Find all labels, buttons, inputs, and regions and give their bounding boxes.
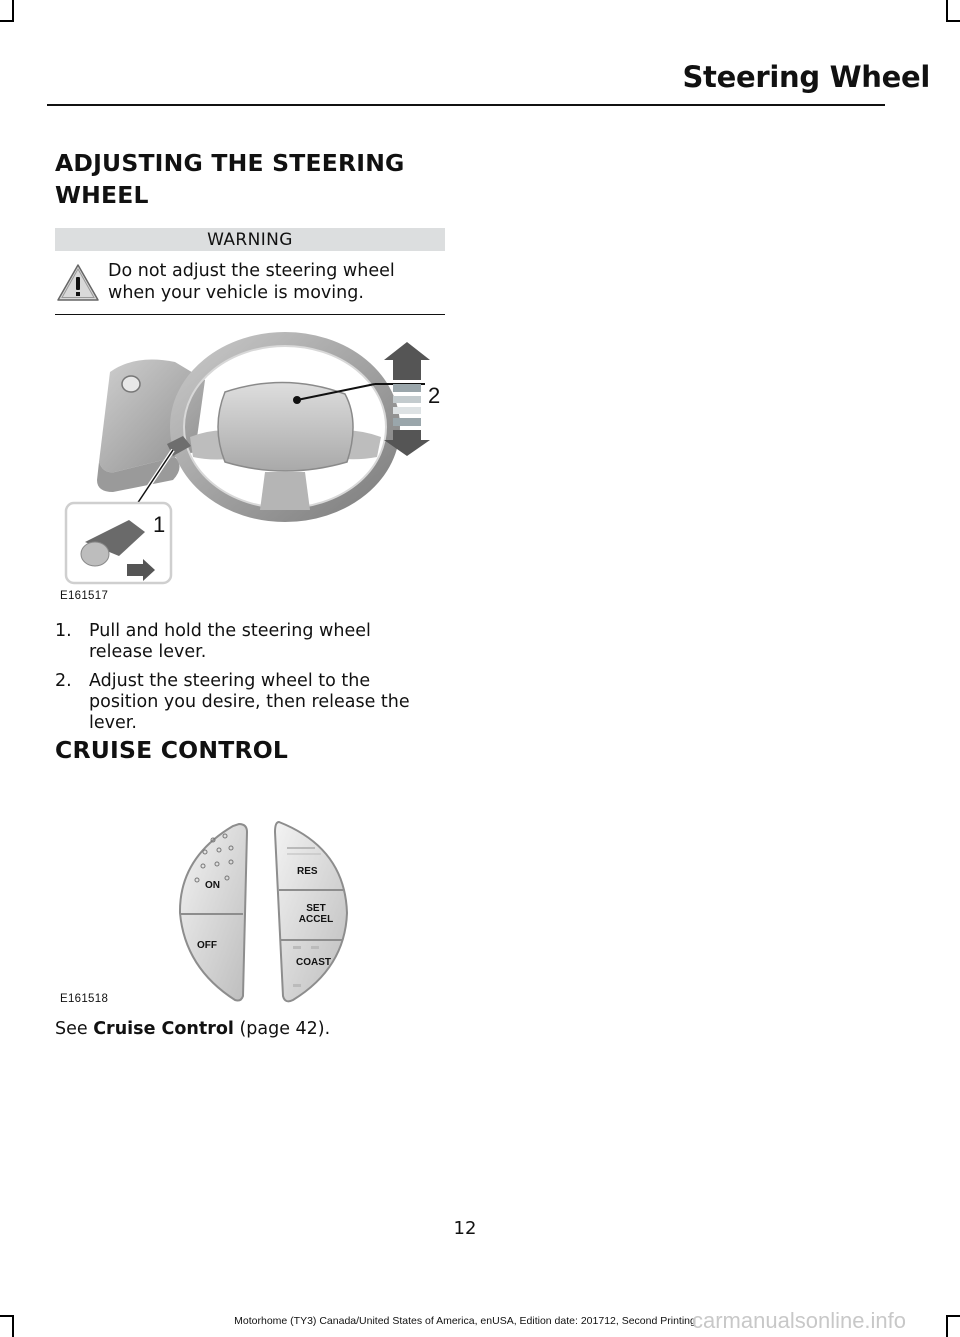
step-number: 2. [55, 671, 72, 691]
reference-suffix: (page 42). [233, 1019, 331, 1039]
figure-id-label: E161518 [60, 993, 109, 1005]
list-item [55, 671, 445, 735]
step-text-line: Pull and hold the steering wheel [89, 621, 371, 641]
cruise-on-button: ON [205, 880, 220, 891]
header-divider [47, 104, 885, 106]
warning-text-line: Do not adjust the steering wheel [108, 261, 395, 281]
section-heading-cruise-control: CRUISE CONTROL [55, 736, 289, 764]
warning-text [108, 260, 438, 304]
heading-line: ADJUSTING THE STEERING [55, 149, 405, 177]
warning-divider [55, 314, 445, 315]
cruise-coast-button: COAST [296, 957, 331, 968]
step-text-line: Adjust the steering wheel to the [89, 671, 371, 691]
list-item [55, 621, 445, 665]
crop-mark [12, 0, 14, 20]
step-text-line: position you desire, then release the [89, 692, 410, 712]
reference-link[interactable]: Cruise Control [93, 1019, 234, 1039]
step-number: 1. [55, 621, 72, 641]
page-header-title: Steering Wheel [682, 60, 930, 94]
steering-wheel-illustration [55, 332, 450, 607]
step-text-line: lever. [89, 713, 137, 733]
figure-callout-2: 2 [428, 383, 441, 408]
watermark: carmanualsonline.info [692, 1308, 907, 1333]
figure-callout-1: 1 [153, 512, 166, 537]
cruise-off-button: OFF [197, 940, 217, 951]
crop-mark [0, 20, 14, 22]
reference-prefix: See [55, 1019, 94, 1039]
cruise-res-button: RES [297, 866, 318, 877]
figure-id-label: E161517 [60, 590, 109, 602]
step-text-line: release lever. [89, 642, 207, 662]
footer-text: Motorhome (TY3) Canada/United States of America, enUSA, Edition date: 201712, Second Printing [234, 1315, 696, 1327]
cross-reference [55, 1019, 330, 1039]
warning-triangle-icon [55, 262, 101, 304]
page-number: 12 [453, 1218, 477, 1239]
button-label-line: SET [306, 903, 326, 914]
heading-line: WHEEL [55, 181, 149, 209]
warning-label: WARNING [55, 228, 445, 251]
button-label-line: ACCEL [298, 914, 334, 925]
cruise-set-accel-button [296, 903, 336, 925]
crop-mark [946, 0, 948, 20]
crop-mark [946, 1315, 960, 1317]
crop-mark [946, 1317, 948, 1337]
warning-text-line: when your vehicle is moving. [108, 283, 364, 303]
crop-mark [946, 20, 960, 22]
section-heading-adjusting [55, 147, 455, 211]
